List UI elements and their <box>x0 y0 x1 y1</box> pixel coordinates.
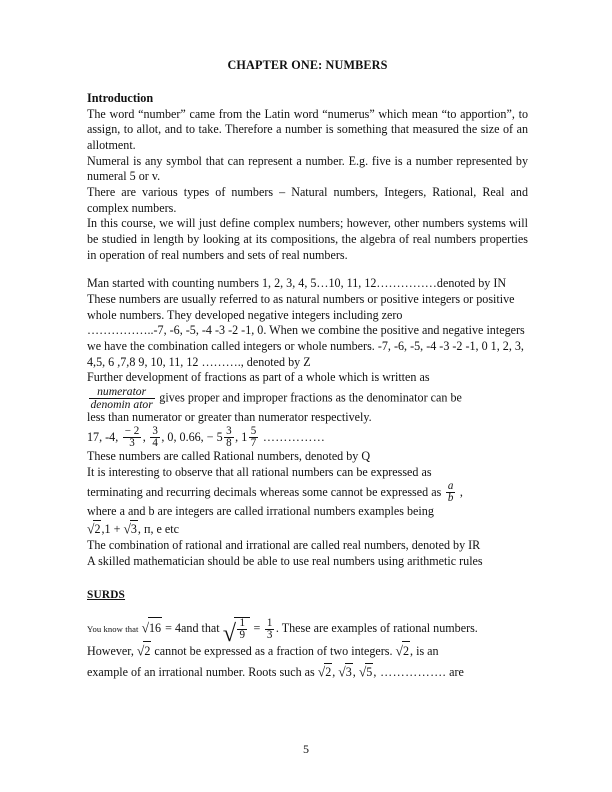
comma: , <box>352 664 356 679</box>
radical-sign-icon: √ <box>141 620 149 636</box>
fraction-minus-two-thirds <box>123 426 141 449</box>
heading-surds-wrapper <box>87 585 528 603</box>
paragraph-negative-integers: ……………..-7, -6, -5, -4 -3 -2 -1, 0. When we combine the positive and negative integers we have the combination called integers or whole numbers. -7, -6, -5, -4 -3 -2 -1, 0 1, 2, 3, 4,5, 6 ,7,8 9, 10, 11, 12 ………., denoted by Z <box>87 323 525 369</box>
paragraph-numeral: Numeral is any symbol that can represent a number. E.g. five is a number represented by numeral 5 or v. <box>87 153 528 184</box>
paragraph-rational-observation: It is interesting to observe that all rational numbers can be expressed as <box>87 464 432 479</box>
radical-sign-icon: √ <box>317 664 326 680</box>
fraction-numerator: 1 <box>266 616 273 629</box>
paragraph-course-scope: In this course, we will just define complex numbers; however, other numbers systems will be studied in length by looking at its compositions, the algebra of real numbers properties in operation of real numbers and sets of real numbers. <box>87 216 528 262</box>
fraction-numerator: a <box>447 480 454 493</box>
text-after-a-over-b: , <box>459 484 463 499</box>
fraction-denominator: 4 <box>152 437 158 450</box>
comma: , <box>235 429 239 444</box>
fraction-three-quarters <box>150 426 160 449</box>
ellipsis: , ……………. <box>373 664 447 679</box>
fraction-denominator: 7 <box>250 437 257 450</box>
comma: , <box>142 429 146 444</box>
radical-sign-icon: √ <box>358 664 367 680</box>
radicand: 2 <box>143 641 151 661</box>
mixed-fraction-part <box>224 426 234 449</box>
are-text: are <box>449 664 464 679</box>
radicand: 16 <box>148 617 162 639</box>
heading-introduction: Introduction <box>87 90 154 105</box>
paragraph-counting-numbers: Man started with counting numbers 1, 2, 3, 4, 5…10, 11, 12……………denoted by IN <box>87 276 507 291</box>
trailing-ellipsis: …………… <box>262 429 326 444</box>
fraction-denominator: 8 <box>226 437 232 450</box>
mixed-number-one-and-five-sevenths <box>241 425 260 450</box>
fraction-denominator: 3 <box>129 437 135 450</box>
radicand: 3 <box>130 521 137 536</box>
rational-examples-prefix: 17, -4, <box>87 429 119 444</box>
radicand: 2 <box>94 521 101 536</box>
radical-sign-icon: √ <box>136 643 145 659</box>
spacer <box>87 263 528 276</box>
comma: , <box>161 429 165 444</box>
radical-sign-icon: √ <box>123 521 131 537</box>
mixed-whole-part: − 5 <box>206 429 223 444</box>
line-surds-example-two <box>87 641 528 662</box>
however-text: However, <box>87 643 134 658</box>
sqrt-2-radical-second <box>396 641 410 662</box>
fraction-a-over-b <box>446 481 456 504</box>
spacer <box>87 603 528 616</box>
irrational-connector: ,1 + <box>101 521 121 536</box>
fraction-numerator-over-denominator <box>89 386 155 410</box>
paragraph-natural-numbers: These numbers are usually referred to as natural numbers or positive integers or positive whole numbers. They developed negative integers including zero <box>87 291 515 322</box>
value-zero: 0 <box>167 429 174 444</box>
sqrt-5-radical <box>359 662 373 682</box>
paragraph-word-origin: The word “number” came from the Latin word “numerus” which mean “to apportion”, to assign, to allot, and to take. Therefore a number is something that measured the size of an allotment. <box>87 106 528 153</box>
mixed-number-minus-five-and-three-eighths <box>206 425 235 450</box>
surds-line-one-tail: . These are examples of rational numbers. <box>275 621 478 636</box>
equals-four: = 4 <box>165 621 182 636</box>
sqrt-16-radical <box>142 616 163 640</box>
roots-such-as-text: example of an irrational number. Roots such as <box>87 664 315 679</box>
fraction-numerator: 1 <box>239 616 245 629</box>
surds-lead-text: You know that <box>87 624 139 635</box>
fraction-denominator: 3 <box>266 628 273 641</box>
radicand: 3 <box>345 663 353 682</box>
is-an-text: , is an <box>410 643 439 658</box>
mixed-fraction-part <box>249 426 259 449</box>
fraction-numerator: 5 <box>250 425 257 438</box>
fraction-numerator: numerator <box>89 386 155 399</box>
radicand: 2 <box>402 641 410 661</box>
equals-sign: = <box>253 621 261 636</box>
sqrt-3-radical <box>123 520 137 538</box>
radicand: 5 <box>365 663 373 682</box>
sqrt-2-radical <box>87 520 101 538</box>
page-content <box>87 58 528 682</box>
fraction-definition-line <box>87 386 528 410</box>
fraction-numerator: 3 <box>226 425 232 438</box>
line-irrational-examples <box>87 520 528 538</box>
paragraph-arithmetic-rules: A skilled mathematician should be able to use real numbers using arithmetic rules <box>87 553 483 568</box>
paragraph-rational-caption: These numbers are called Rational numbers, denoted by Q <box>87 449 371 464</box>
fraction-one-ninth <box>237 618 247 641</box>
fraction-definition-text: gives proper and improper fractions as the denominator can be <box>159 390 462 405</box>
rational-examples-line <box>87 426 528 450</box>
paragraph-proper-improper: less than numerator or greater than numerator respectively. <box>87 410 372 425</box>
page-number: 5 <box>303 742 309 756</box>
paragraph-fractions-intro: Further development of fractions as part of a whole which is written as <box>87 370 430 385</box>
line-surds-example-one <box>87 616 528 647</box>
radical-sign-icon: √ <box>87 521 95 537</box>
comma: , <box>173 429 177 444</box>
spacer <box>87 569 528 585</box>
fraction-numerator: 3 <box>152 425 158 438</box>
comma: , <box>332 664 336 679</box>
sqrt-2-radical-third <box>318 662 332 682</box>
fraction-one-third <box>265 618 275 641</box>
radical-sign-icon: √ <box>395 643 403 659</box>
fraction-denominator: denomin ator <box>90 397 153 411</box>
sqrt-2-radical <box>137 641 151 662</box>
paragraph-irrational-definition: where a and b are integers are called irrational numbers examples being <box>87 504 434 519</box>
fraction-denominator: 9 <box>239 628 245 641</box>
fraction-numerator: − 2 <box>124 425 140 438</box>
text-before-a-over-b: terminating and recurring decimals whereas some cannot be expressed as <box>87 484 442 499</box>
sqrt-3-radical-second <box>338 662 352 682</box>
radicand: 2 <box>324 663 332 682</box>
and-that-text: and that <box>181 621 220 636</box>
line-surds-example-three <box>87 662 528 682</box>
fraction-denominator: b <box>447 492 454 505</box>
radicand <box>234 617 251 641</box>
line-a-over-b <box>87 481 528 505</box>
paragraph-types: There are various types of numbers – Natural numbers, Integers, Rational, Real and complex numbers. <box>87 185 528 215</box>
page-title: CHAPTER ONE: NUMBERS <box>227 58 388 72</box>
heading-surds: SURDS <box>87 589 126 602</box>
value-point-sixty-six: 0.66, <box>179 429 204 444</box>
radical-sign-icon: √ <box>338 664 346 680</box>
irrational-tail: , п, e etc <box>137 521 179 536</box>
sqrt-one-ninth-radical <box>222 616 251 647</box>
radical-sign-icon: √ <box>222 619 236 647</box>
cannot-be-expressed-text: cannot be expressed as a fraction of two integers. <box>154 643 393 658</box>
paragraph-real-numbers: The combination of rational and irrational are called real numbers, denoted by IR <box>87 538 481 553</box>
mixed-whole-part: 1 <box>241 429 248 444</box>
